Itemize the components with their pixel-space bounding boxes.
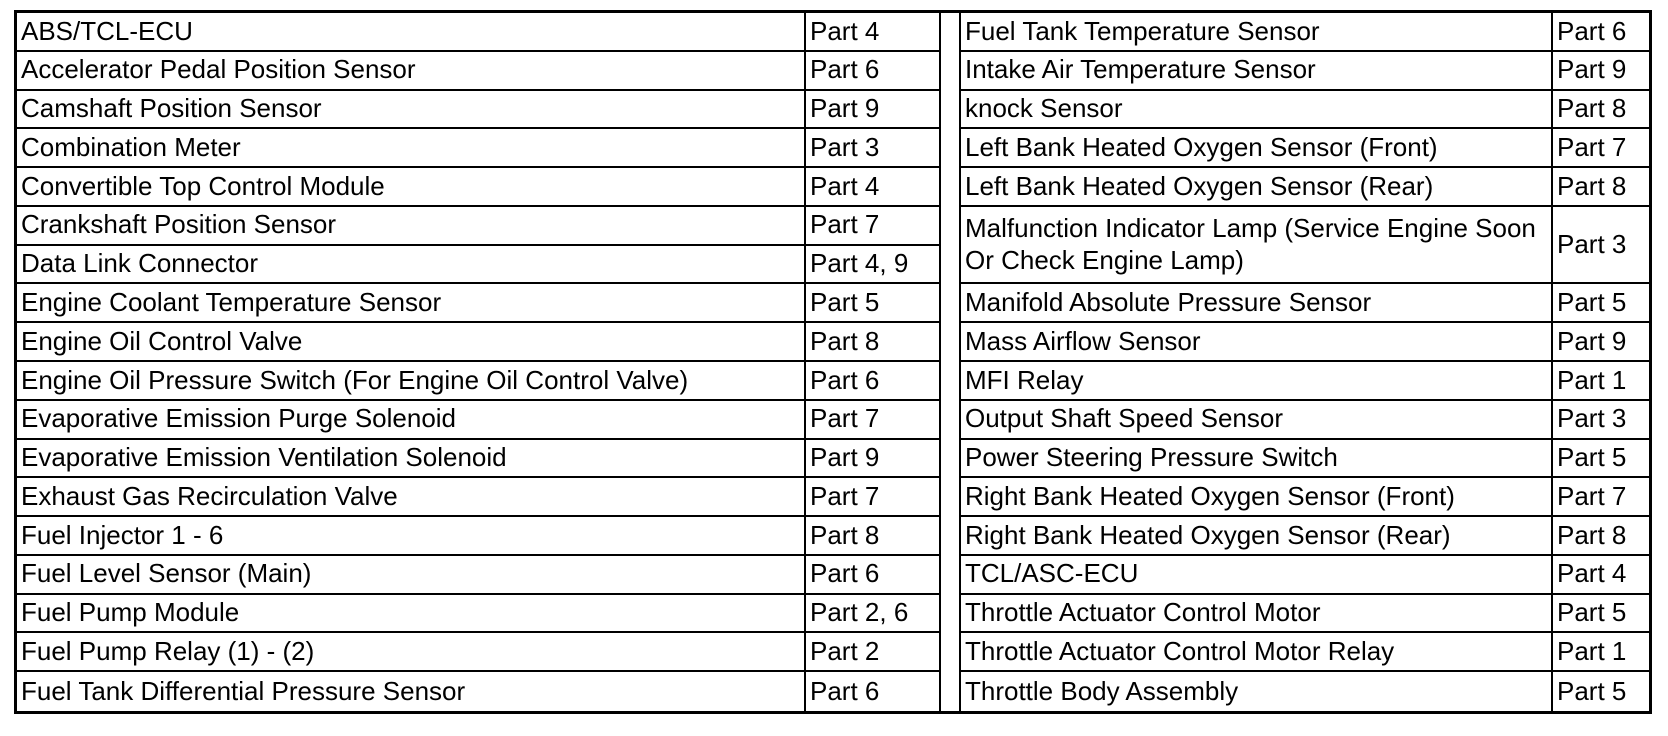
component-name: Right Bank Heated Oxygen Sensor (Rear) — [961, 517, 1551, 556]
component-name: Manifold Absolute Pressure Sensor — [961, 284, 1551, 323]
part-reference: Part 6 — [1551, 13, 1649, 52]
part-reference: Part 2 — [804, 633, 939, 672]
component-name: Throttle Body Assembly — [965, 675, 1239, 706]
column-divider — [939, 13, 961, 711]
part-reference: Part 4 — [804, 13, 939, 52]
component-name: Data Link Connector — [17, 246, 804, 285]
component-name: knock Sensor — [961, 91, 1551, 130]
part-reference: Part 2, 6 — [804, 595, 939, 634]
part-reference: Part 3 — [1551, 207, 1649, 285]
part-reference: Part 7 — [1551, 129, 1649, 168]
part-reference: Part 4 — [1551, 556, 1649, 595]
part-reference: Part 8 — [804, 517, 939, 556]
component-name: Right Bank Heated Oxygen Sensor (Front) — [961, 478, 1551, 517]
component-name: Throttle Actuator Control Motor — [961, 595, 1551, 634]
component-name: Accelerator Pedal Position Sensor — [17, 52, 804, 91]
part-reference: Part 7 — [1551, 478, 1649, 517]
part-reference: Part 4 — [804, 168, 939, 207]
part-reference: Part 3 — [1551, 401, 1649, 440]
component-name: Crankshaft Position Sensor — [17, 207, 804, 246]
component-name: Intake Air Temperature Sensor — [961, 52, 1551, 91]
part-reference: Part 5 — [1551, 284, 1649, 323]
part-reference: Part 7 — [804, 478, 939, 517]
component-name: Power Steering Pressure Switch — [961, 440, 1551, 479]
component-name: ABS/TCL-ECU — [17, 13, 804, 52]
part-reference: Part 1 — [1551, 633, 1649, 672]
component-name: Fuel Pump Module — [17, 595, 804, 634]
component-name: Engine Oil Pressure Switch (For Engine Oil Control Valve) — [17, 362, 804, 401]
component-name: Fuel Level Sensor (Main) — [17, 556, 804, 595]
left-column — [17, 13, 939, 711]
component-name: Fuel Tank Temperature Sensor — [961, 13, 1551, 52]
part-reference: Part 9 — [804, 91, 939, 130]
component-name: Mass Airflow Sensor — [961, 323, 1551, 362]
component-name: Malfunction Indicator Lamp (Service Engine Soon Or Check Engine Lamp) — [961, 207, 1551, 285]
part-reference: Part 3 — [804, 129, 939, 168]
part-reference: Part 9 — [1551, 323, 1649, 362]
component-name: Evaporative Emission Ventilation Solenoid — [17, 440, 804, 479]
part-reference: Part 5 — [1551, 672, 1649, 711]
component-name: Combination Meter — [17, 129, 804, 168]
component-name: Evaporative Emission Purge Solenoid — [17, 401, 804, 440]
component-name: TCL/ASC-ECU — [961, 556, 1551, 595]
component-name: Engine Oil Control Valve — [17, 323, 804, 362]
component-name: Output Shaft Speed Sensor — [961, 401, 1551, 440]
part-reference: Part 8 — [804, 323, 939, 362]
component-name: Left Bank Heated Oxygen Sensor (Rear) — [961, 168, 1551, 207]
part-reference: Part 7 — [804, 401, 939, 440]
part-reference: Part 6 — [804, 556, 939, 595]
component-name: Fuel Tank Differential Pressure Sensor — [21, 675, 466, 706]
component-name: Fuel Pump Relay (1) - (2) — [17, 633, 804, 672]
part-reference: Part 9 — [1551, 52, 1649, 91]
component-index-table — [14, 10, 1652, 714]
component-name: Convertible Top Control Module — [17, 168, 804, 207]
part-reference: Part 8 — [1551, 91, 1649, 130]
component-name: Fuel Injector 1 - 6 — [17, 517, 804, 556]
component-name: Throttle Actuator Control Motor Relay — [961, 633, 1551, 672]
component-name: Camshaft Position Sensor — [17, 91, 804, 130]
part-reference: Part 6 — [804, 52, 939, 91]
part-reference: Part 8 — [1551, 517, 1649, 556]
part-reference: Part 8 — [1551, 168, 1649, 207]
part-reference: Part 6 — [804, 672, 939, 711]
part-reference: Part 5 — [1551, 440, 1649, 479]
part-reference: Part 4, 9 — [804, 246, 939, 285]
component-name: Exhaust Gas Recirculation Valve — [17, 478, 804, 517]
part-reference: Part 5 — [1551, 595, 1649, 634]
component-name: Engine Coolant Temperature Sensor — [17, 284, 804, 323]
component-name: MFI Relay — [961, 362, 1551, 401]
part-reference: Part 9 — [804, 440, 939, 479]
part-reference: Part 6 — [804, 362, 939, 401]
part-reference: Part 7 — [804, 207, 939, 246]
part-reference: Part 1 — [1551, 362, 1649, 401]
component-name: Left Bank Heated Oxygen Sensor (Front) — [961, 129, 1551, 168]
part-reference: Part 5 — [804, 284, 939, 323]
right-column — [961, 13, 1649, 711]
